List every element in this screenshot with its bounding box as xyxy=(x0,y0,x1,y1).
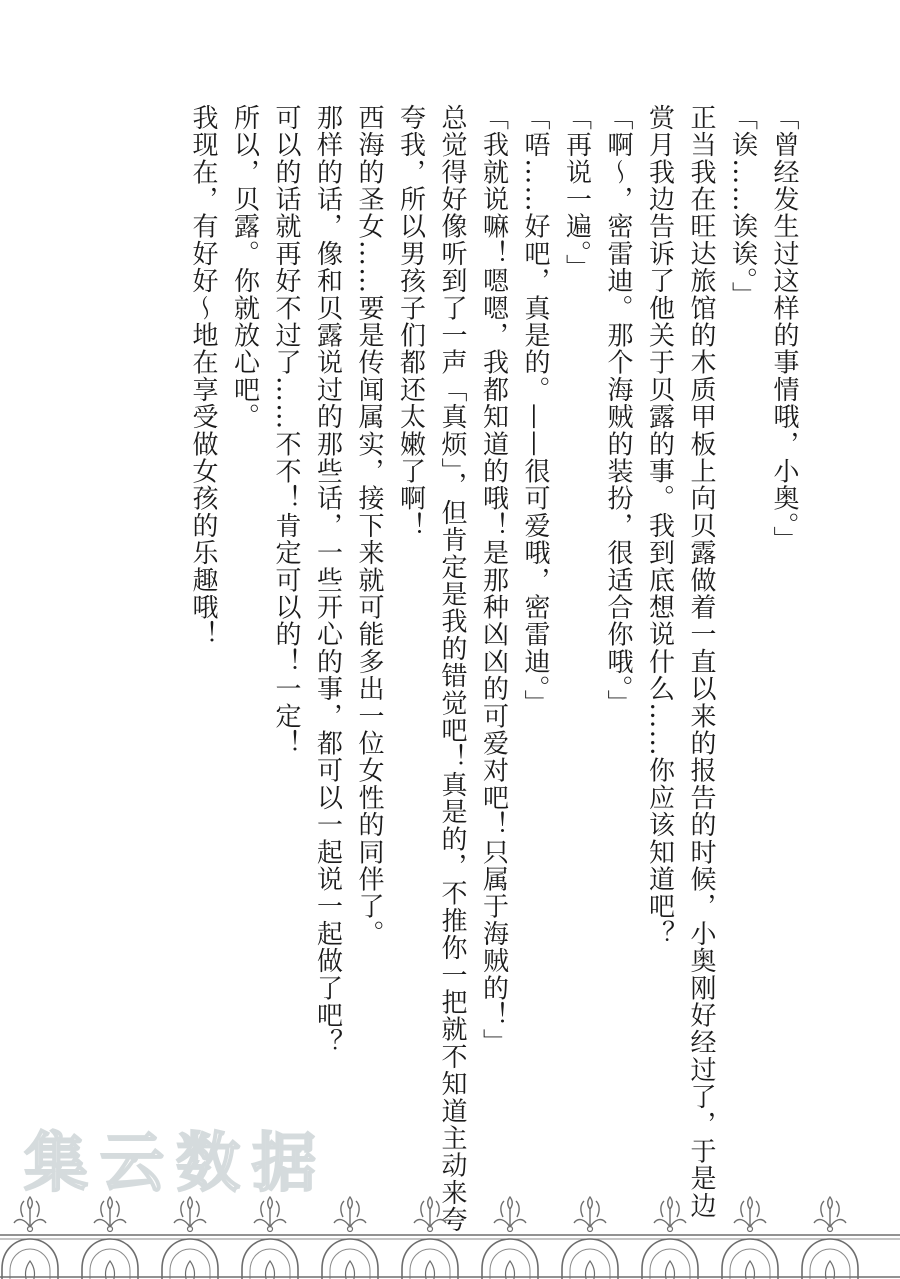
text-line-3: 正当我在旺达旅馆的木质甲板上向贝露做着一直以来的报告的时候，小奥刚好经过了，于是边 xyxy=(686,104,716,1220)
text-line-8: 「我就说嘛！嗯嗯，我都知道的哦！是那种凶凶的可爱对吧！只属于海贼的！」 xyxy=(478,104,509,1056)
text-line-15: 我现在，有好好～地在享受做女孩的乐趣哦！ xyxy=(188,104,218,648)
text-line-10: 夸我，所以男孩子们都还太嫩了啊！ xyxy=(395,104,426,540)
watermark-logo: 集云数据 xyxy=(24,1127,328,1201)
text-line-5: 「啊～，密雷迪。那个海贼的装扮，很适合你哦。」 xyxy=(603,104,633,717)
vertical-text-block xyxy=(182,104,805,1234)
text-line-11: 西海的圣女……要是传闻属实，接下来就可能多出一位女性的同伴了。 xyxy=(354,104,384,948)
text-line-13: 可以的话就再好不过了……不不！肯定可以的！一定！ xyxy=(271,104,301,757)
text-line-1: 「曾经发生过这样的事情哦，小奥。」 xyxy=(769,104,799,554)
text-line-12: 那样的话，像和贝露说过的那些话，一些开心的事，都可以一起说一起做了吧？ xyxy=(312,104,343,1056)
text-line-9: 总觉得好像听到了一声「真烦」，但肯定是我的错觉吧！真是的，不推你一把就不知道主动来夸 xyxy=(437,104,467,1234)
border-arch-row xyxy=(2,1239,858,1279)
text-line-2: 「诶……诶诶。」 xyxy=(727,104,758,309)
text-line-7: 「唔……好吧，真是的。——很可爱哦，密雷迪。」 xyxy=(520,104,550,717)
text-line-6: 「再说一遍。」 xyxy=(561,104,592,282)
text-line-14: 所以，贝露。你就放心吧。 xyxy=(229,104,260,431)
text-line-4: 赏月我边告诉了他关于贝露的事。我到底想说什么……你应该知道吧？ xyxy=(644,104,675,948)
